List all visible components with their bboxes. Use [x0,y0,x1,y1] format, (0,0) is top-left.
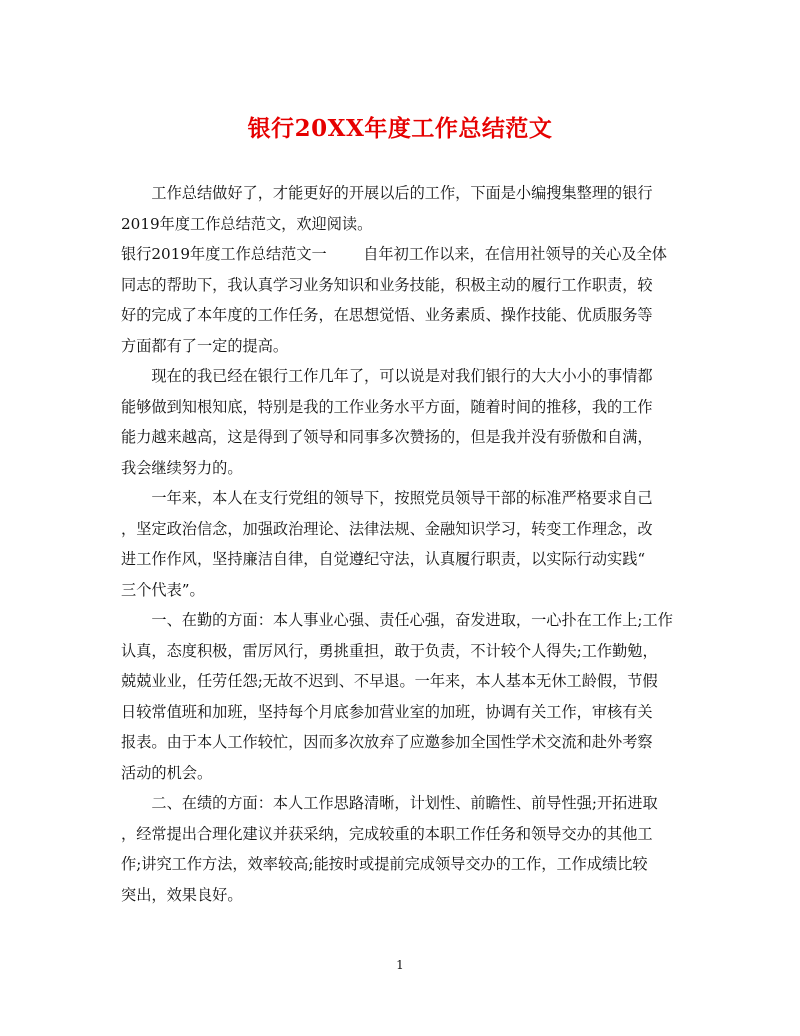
page-title: 银行20XX年度工作总结范文 [247,115,553,142]
paragraph-1-line-3: 好的完成了本年度的工作任务，在思想觉悟、业务素质、操作技能、优质服务等 [121,306,653,324]
paragraph-1-line-4: 方面都有了一定的提高。 [121,336,289,355]
paragraph-4-line-3: 兢兢业业，任劳任怨;无故不迟到、不早退。一年来，本人基本无休工龄假，节假 [121,672,658,690]
paragraph-5-line-2: ，经常提出合理化建议并获采纳，完成较重的本职工作任务和领导交办的其他工 [121,824,653,843]
paragraph-3 [121,483,681,605]
paragraph-4-line-1: 一、在勤的方面：本人事业心强、责任心强，奋发进取，一心扑在工作上;工作 [151,611,673,629]
paragraph-5-line-3: 作;讲究工作方法，效率较高;能按时或提前完成领导交办的工作，工作成绩比较 [121,855,648,873]
paragraph-3-line-2: ，坚定政治信念，加强政治理论、法律法规、金融知识学习，转变工作理念，改 [121,519,653,538]
paragraph-3-line-4: 三个代表”。 [121,580,205,599]
paragraph-2-line-3: 能力越来越高，这是得到了领导和同事多次赞扬的，但是我并没有骄傲和自满， [121,428,653,446]
paragraph-1-line-2: 同志的帮助下，我认真学习业务知识和业务技能，积极主动的履行工作职责，较 [121,275,653,294]
intro-line-2: 2019年度工作总结范文，欢迎阅读。 [121,214,373,233]
section-heading: 银行2019年度工作总结范文一 [121,245,327,263]
document-body [121,178,681,910]
paragraph-1 [121,239,681,361]
paragraph-4-line-4: 日较常值班和加班，坚持每个月底参加营业室的加班，协调有关工作，审核有关 [121,702,653,721]
paragraph-3-line-1: 一年来，本人在支行党组的领导下，按照党员领导干部的标准严格要求自己 [151,489,653,507]
intro-line-1: 工作总结做好了，才能更好的开展以后的工作，下面是小编搜集整理的银行 [151,184,653,202]
paragraph-2-line-1: 现在的我已经在银行工作几年了，可以说是对我们银行的大大小小的事情都 [151,367,653,385]
page-number: 1 [396,958,404,972]
paragraph-2 [121,361,681,483]
section-heading-line [121,239,681,270]
paragraph-2-line-4: 我会继续努力的。 [121,458,243,477]
paragraph-5 [121,788,681,910]
intro-paragraph [121,178,681,239]
paragraph-4-line-5: 报表。由于本人工作较忙，因而多次放弃了应邀参加全国性学术交流和赴外考察 [121,733,653,751]
paragraph-4-line-6: 活动的机会。 [121,763,213,782]
paragraph-1-line-1: 自年初工作以来，在信用社领导的关心及全体 [363,245,667,263]
paragraph-5-line-4: 突出，效果良好。 [121,885,243,904]
paragraph-4-line-2: 认真，态度积极，雷厉风行，勇挑重担，敢于负责，不计较个人得失;工作勤勉， [121,641,658,660]
paragraph-2-line-2: 能够做到知根知底，特别是我的工作业务水平方面，随着时间的推移，我的工作 [121,397,653,416]
paragraph-5-line-1: 二、在绩的方面：本人工作思路清晰，计划性、前瞻性、前导性强;开拓进取 [151,794,658,812]
paragraph-4 [121,605,681,788]
paragraph-3-line-3: 进工作作风，坚持廉洁自律，自觉遵纪守法，认真履行职责，以实际行动实践“ [121,550,646,568]
